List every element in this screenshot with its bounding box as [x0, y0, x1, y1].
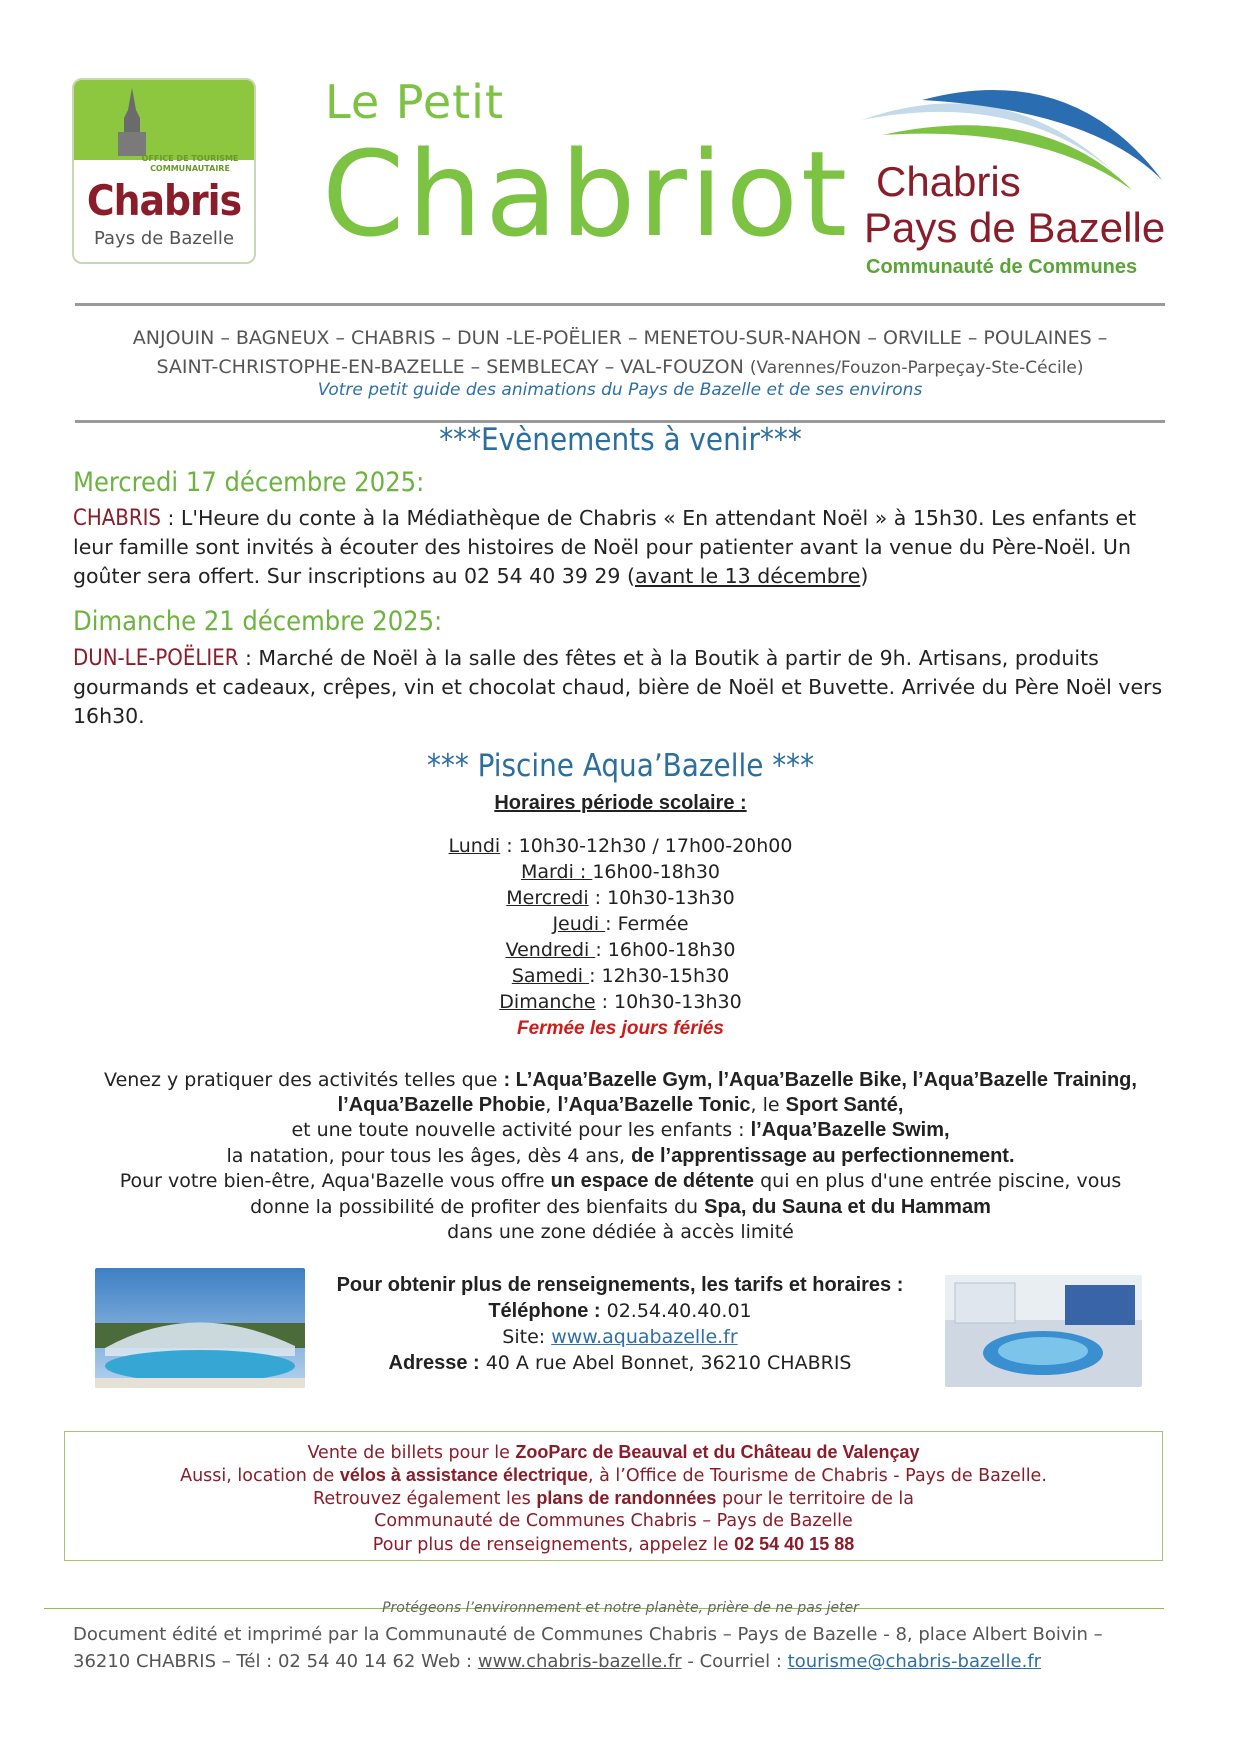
schedule-dimanche — [0, 991, 1241, 1013]
event-2-date: Dimanche 21 décembre 2025: — [73, 606, 443, 637]
logo-line-cc: Communauté de Communes — [866, 256, 1138, 278]
day-samedi: Samedi — [511, 965, 590, 987]
activities-line-5 — [60, 1169, 1181, 1195]
event-2-place: DUN-LE-POËLIER — [73, 646, 239, 671]
box-line-3 — [65, 1487, 1162, 1511]
activities-line-1 — [60, 1068, 1181, 1094]
site-label: Site: — [502, 1326, 552, 1348]
day-mercredi: Mercredi — [506, 887, 589, 909]
footer-line-1: Document édité et imprimé par la Communauté de Communes Chabris – Pays de Bazelle - 8, place Albert Boivin – — [73, 1624, 1103, 1645]
act2d: , le — [750, 1094, 786, 1116]
event-2-body: : Marché de Noël à la salle des fêtes et à la Boutik à partir de 9h. Artisans, produits gourmands et cadeaux, crêpes, vin et chocolat chaud, bière de Noël et Buvette. Arrivée du Père Noël vers 16h30. — [73, 646, 1163, 728]
box-l2b: vélos à assistance électrique — [339, 1465, 588, 1485]
act3b: l’Aqua’Bazelle Swim, — [750, 1119, 950, 1141]
event-1-date: Mercredi 17 décembre 2025: — [73, 467, 425, 498]
box-l5b: 02 54 40 15 88 — [734, 1534, 855, 1554]
act4a: la natation, pour tous les âges, dès 4 ans, — [226, 1145, 632, 1167]
footer-l2a: 36210 CHABRIS – Tél : 02 54 40 14 62 Web : — [73, 1651, 478, 1672]
contact-address — [300, 1350, 940, 1376]
footer-l2b: - Courriel : — [681, 1651, 788, 1672]
day-mardi: Mardi : — [521, 861, 593, 883]
communes-line-1: ANJOUIN – BAGNEUX – CHABRIS – DUN -LE-POËLIER – MENETOU-SUR-NAHON – ORVILLE – POULAINES – — [132, 327, 1108, 349]
hours-dimanche: : 10h30-13h30 — [595, 991, 742, 1013]
box-l2c: , à l’Office de Tourisme de Chabris - Pays de Bazelle. — [588, 1466, 1047, 1486]
act6b: Spa, du Sauna et du Hammam — [704, 1196, 991, 1218]
guide-subtitle: Votre petit guide des animations du Pays de Bazelle et de ses environs — [317, 380, 923, 400]
title-small: Le Petit — [325, 75, 504, 129]
box-l1b: ZooParc de Beauval et du Château de Valençay — [515, 1442, 920, 1462]
hours-lundi: : 10h30-12h30 / 17h00-20h00 — [500, 835, 793, 857]
box-l2a: Aussi, location de — [180, 1466, 340, 1486]
activities-line-6 — [60, 1195, 1181, 1221]
act5a: Pour votre bien-être, Aqua'Bazelle vous offre — [119, 1170, 551, 1192]
activities-line-7: dans une zone dédiée à accès limité — [447, 1221, 794, 1243]
phone-label: Téléphone : — [488, 1300, 601, 1322]
contact-title — [300, 1272, 940, 1298]
address-label: Adresse : — [388, 1352, 480, 1374]
box-l5a: Pour plus de renseignements, appelez le — [372, 1535, 735, 1555]
address-value: 40 A rue Abel Bonnet, 36210 CHABRIS — [479, 1352, 852, 1374]
environment-note: Protégeons l’environnement et notre planète, prière de ne pas jeter — [382, 1600, 859, 1616]
box-l3c: pour le territoire de la — [716, 1489, 914, 1509]
schedule-samedi — [0, 965, 1241, 987]
box-l3a: Retrouvez également les — [313, 1489, 537, 1509]
piscine-interior-photo — [945, 1275, 1142, 1387]
logo-name: Chabris — [86, 176, 242, 225]
phone-value: 02.54.40.40.01 — [600, 1300, 752, 1322]
communes-line-2 — [70, 353, 1170, 383]
act2c: l’Aqua’Bazelle Tonic — [557, 1094, 751, 1116]
event-1-text — [73, 504, 1168, 591]
aquabazelle-link[interactable]: www.aquabazelle.fr — [551, 1326, 738, 1348]
box-line-4: Communauté de Communes Chabris – Pays de Bazelle — [374, 1511, 853, 1531]
event-1-body: : L'Heure du conte à la Médiathèque de Chabris « En attendant Noël » à 15h30. Les enfants et leur famille sont invités à écouter des histoires de Noël pour patienter avant la venue du Père-Noël. Un goûter sera offert. Sur inscriptions au 02 54 40 39 29 ( — [73, 506, 1137, 588]
title-big: Chabriot — [322, 125, 851, 263]
contact-site — [300, 1324, 940, 1350]
box-line-1 — [65, 1441, 1162, 1465]
horaires-title-text: Horaires période scolaire : — [494, 792, 747, 814]
schedule-mardi — [0, 861, 1241, 883]
event-1-end: ) — [860, 564, 869, 588]
schedule-jeudi — [0, 913, 1241, 935]
email-link[interactable]: tourisme@chabris-bazelle.fr — [787, 1651, 1042, 1672]
box-line-5 — [65, 1533, 1162, 1557]
logo-sub: Pays de Bazelle — [93, 228, 235, 249]
schedule-vendredi — [0, 939, 1241, 961]
footer-line-2 — [73, 1648, 1183, 1675]
hours-samedi: : 12h30-15h30 — [589, 965, 730, 987]
contact-phone — [300, 1298, 940, 1324]
piscine-exterior-photo — [95, 1268, 305, 1388]
box-l3b: plans de randonnées — [536, 1488, 717, 1508]
day-vendredi: Vendredi — [505, 939, 596, 961]
act2a: l’Aqua’Bazelle Phobie — [337, 1094, 546, 1116]
hours-jeudi: : Fermée — [605, 913, 689, 935]
event-1-deadline: avant le 13 décembre — [635, 564, 861, 588]
office-tourisme-logo — [72, 78, 256, 264]
box-line-2 — [65, 1464, 1162, 1488]
day-jeudi: Jeudi — [552, 913, 606, 935]
act3a: et une toute nouvelle activité pour les enfants : — [291, 1119, 751, 1141]
top-divider — [75, 303, 1165, 306]
logo-office-text: OFFICE DE TOURISME COMMUNAUTAIRE — [141, 154, 239, 173]
activities-line-3 — [60, 1118, 1181, 1144]
info-box — [64, 1431, 1163, 1561]
box-l1a: Vente de billets pour le — [307, 1443, 516, 1463]
logo-line-chabris: Chabris — [876, 158, 1021, 205]
day-dimanche: Dimanche — [499, 991, 596, 1013]
event-2-text — [73, 644, 1168, 731]
communes-line-2-small: (Varennes/Fouzon-Parpeçay-Ste-Cécile) — [749, 358, 1084, 378]
day-lundi: Lundi — [448, 835, 501, 857]
act1b: : L’Aqua’Bazelle Gym, l’Aqua’Bazelle Bike, l’Aqua’Bazelle Training, — [503, 1069, 1137, 1091]
act2e: Sport Santé, — [785, 1094, 904, 1116]
hours-mercredi: : 10h30-13h30 — [588, 887, 735, 909]
act4b: de l’apprentissage au perfectionnement. — [631, 1145, 1015, 1167]
hours-mardi: 16h00-18h30 — [592, 861, 720, 883]
event-1-place: CHABRIS — [73, 506, 161, 531]
schedule-lundi — [0, 835, 1241, 857]
act5b: un espace de détente — [550, 1170, 755, 1192]
act1a: Venez y pratiquer des activités telles que — [104, 1069, 504, 1091]
communaute-logo — [862, 80, 1182, 280]
piscine-title: *** Piscine Aqua’Bazelle *** — [426, 748, 815, 784]
communes-line-2-main: SAINT-CHRISTOPHE-EN-BAZELLE – SEMBLECAY – VAL-FOUZON — [156, 356, 744, 378]
ferme-text: Fermée les jours fériés — [517, 1018, 724, 1039]
hours-vendredi: : 16h00-18h30 — [595, 939, 736, 961]
activities-line-2 — [60, 1093, 1181, 1119]
horaires-title — [0, 792, 1241, 815]
website-link[interactable]: www.chabris-bazelle.fr — [477, 1651, 682, 1672]
logo-line-pays: Pays de Bazelle — [864, 204, 1166, 251]
act6a: donne la possibilité de profiter des bienfaits du — [250, 1196, 705, 1218]
act2b: , — [545, 1094, 558, 1116]
activities-line-4 — [60, 1144, 1181, 1170]
contact-title-text: Pour obtenir plus de renseignements, les tarifs et horaires : — [336, 1274, 904, 1296]
events-title: ***Evènements à venir*** — [439, 422, 802, 458]
ferme-feries — [0, 1017, 1241, 1040]
schedule-mercredi — [0, 887, 1241, 909]
act5c: qui en plus d'une entrée piscine, vous — [754, 1170, 1122, 1192]
church-icon — [112, 88, 152, 156]
